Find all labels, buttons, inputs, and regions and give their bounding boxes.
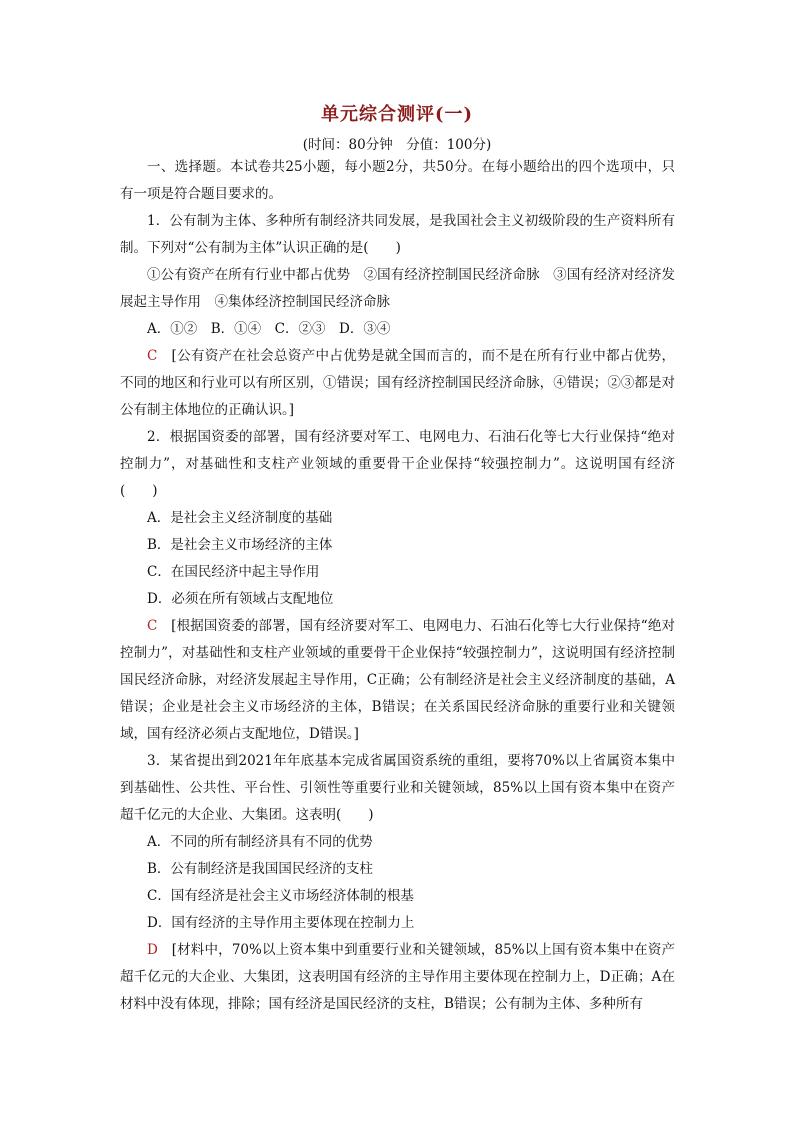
q3-answer [120,937,675,1018]
question-content [120,154,675,1018]
q2-answer [120,613,675,748]
q2-option-c: C．在国民经济中起主导作用 [147,564,320,580]
q3-option-b: B．公有制经济是我国国民经济的支柱 [147,861,373,877]
q3-stem: 3．某省提出到2021年年底基本完成省属国资系统的重组，要将70%以上省属资本集中到基础性、公共性、平台性、引领性等重要行业和关键领域，85%以上国有资本集中在资产超千亿元的大企业、大集团。这表明( ) [120,753,675,823]
section-instructions: 一、选择题。本试卷共25小题，每小题2分，共50分。在每小题给出的四个选项中，只有一项是符合题目要求的。 [120,159,675,202]
exam-time-score: (时间：80分钟 分值：100分) [302,137,492,153]
q2-answer-letter: C [147,618,158,634]
q2-option-a: A．是社会主义经济制度的基础 [147,510,333,526]
q3-answer-letter: D [147,942,158,958]
q1-explanation: [公有资产在社会总资产中占优势是就全国而言的，而不是在所有行业中都占优势，不同的地区和行业可以有所区别，①错误；国有经济控制国民经济命脉，④错误；②③都是对公有制主体地位的正确认识。] [120,348,675,418]
q2-option-b: B．是社会主义市场经济的主体 [147,537,333,553]
q3-option-d: D．国有经济的主导作用主要体现在控制力上 [147,915,415,931]
q1-options: A．①② B．①④ C．②③ D．③④ [147,321,391,337]
q2-option-d: D．必须在所有领域占支配地位 [147,591,334,607]
q1-items: ①公有资产在所有行业中都占优势 ②国有经济控制国民经济命脉 ③国有经济对经济发展起主导作用 ④集体经济控制国民经济命脉 [120,267,675,310]
q2-stem: 2．根据国资委的部署，国有经济要对军工、电网电力、石油石化等七大行业保持“绝对控制力”，对基础性和支柱产业领域的重要骨干企业保持“较强控制力”。这说明国有经济( ) [120,429,675,499]
q1-stem: 1．公有制为主体、多种所有制经济共同发展，是我国社会主义初级阶段的生产资料所有制。下列对“公有制为主体”认识正确的是( ) [120,213,675,256]
q3-option-c: C．国有经济是社会主义市场经济体制的根基 [147,888,414,904]
q2-explanation: [根据国资委的部署，国有经济要对军工、电网电力、石油石化等七大行业保持“绝对控制力”，对基础性和支柱产业领域的重要骨干企业保持“较强控制力”，这说明国有经济控制国民经济命脉，对经济发展起主导作用，C正确；公有制经济是社会主义经济制度的基础，A错误；企业是社会主义市场经济的主体，B错误；在关系国民经济命脉的重要行业和关键领域，国有经济必须占支配地位，D错误。] [120,618,676,742]
q1-answer-letter: C [147,348,158,364]
q3-option-a: A．不同的所有制经济具有不同的优势 [147,834,373,850]
q1-answer [120,343,675,424]
page-title: 单元综合测评(一) [320,104,474,125]
q3-explanation: [材料中，70%以上资本集中到重要行业和关键领域，85%以上国有资本集中在资产超千亿元的大企业、大集团，这表明国有经济的主导作用主要体现在控制力上，D正确；A在材料中没有体现，排除；国有经济是国民经济的支柱，B错误；公有制为主体、多种所有 [120,942,676,1012]
